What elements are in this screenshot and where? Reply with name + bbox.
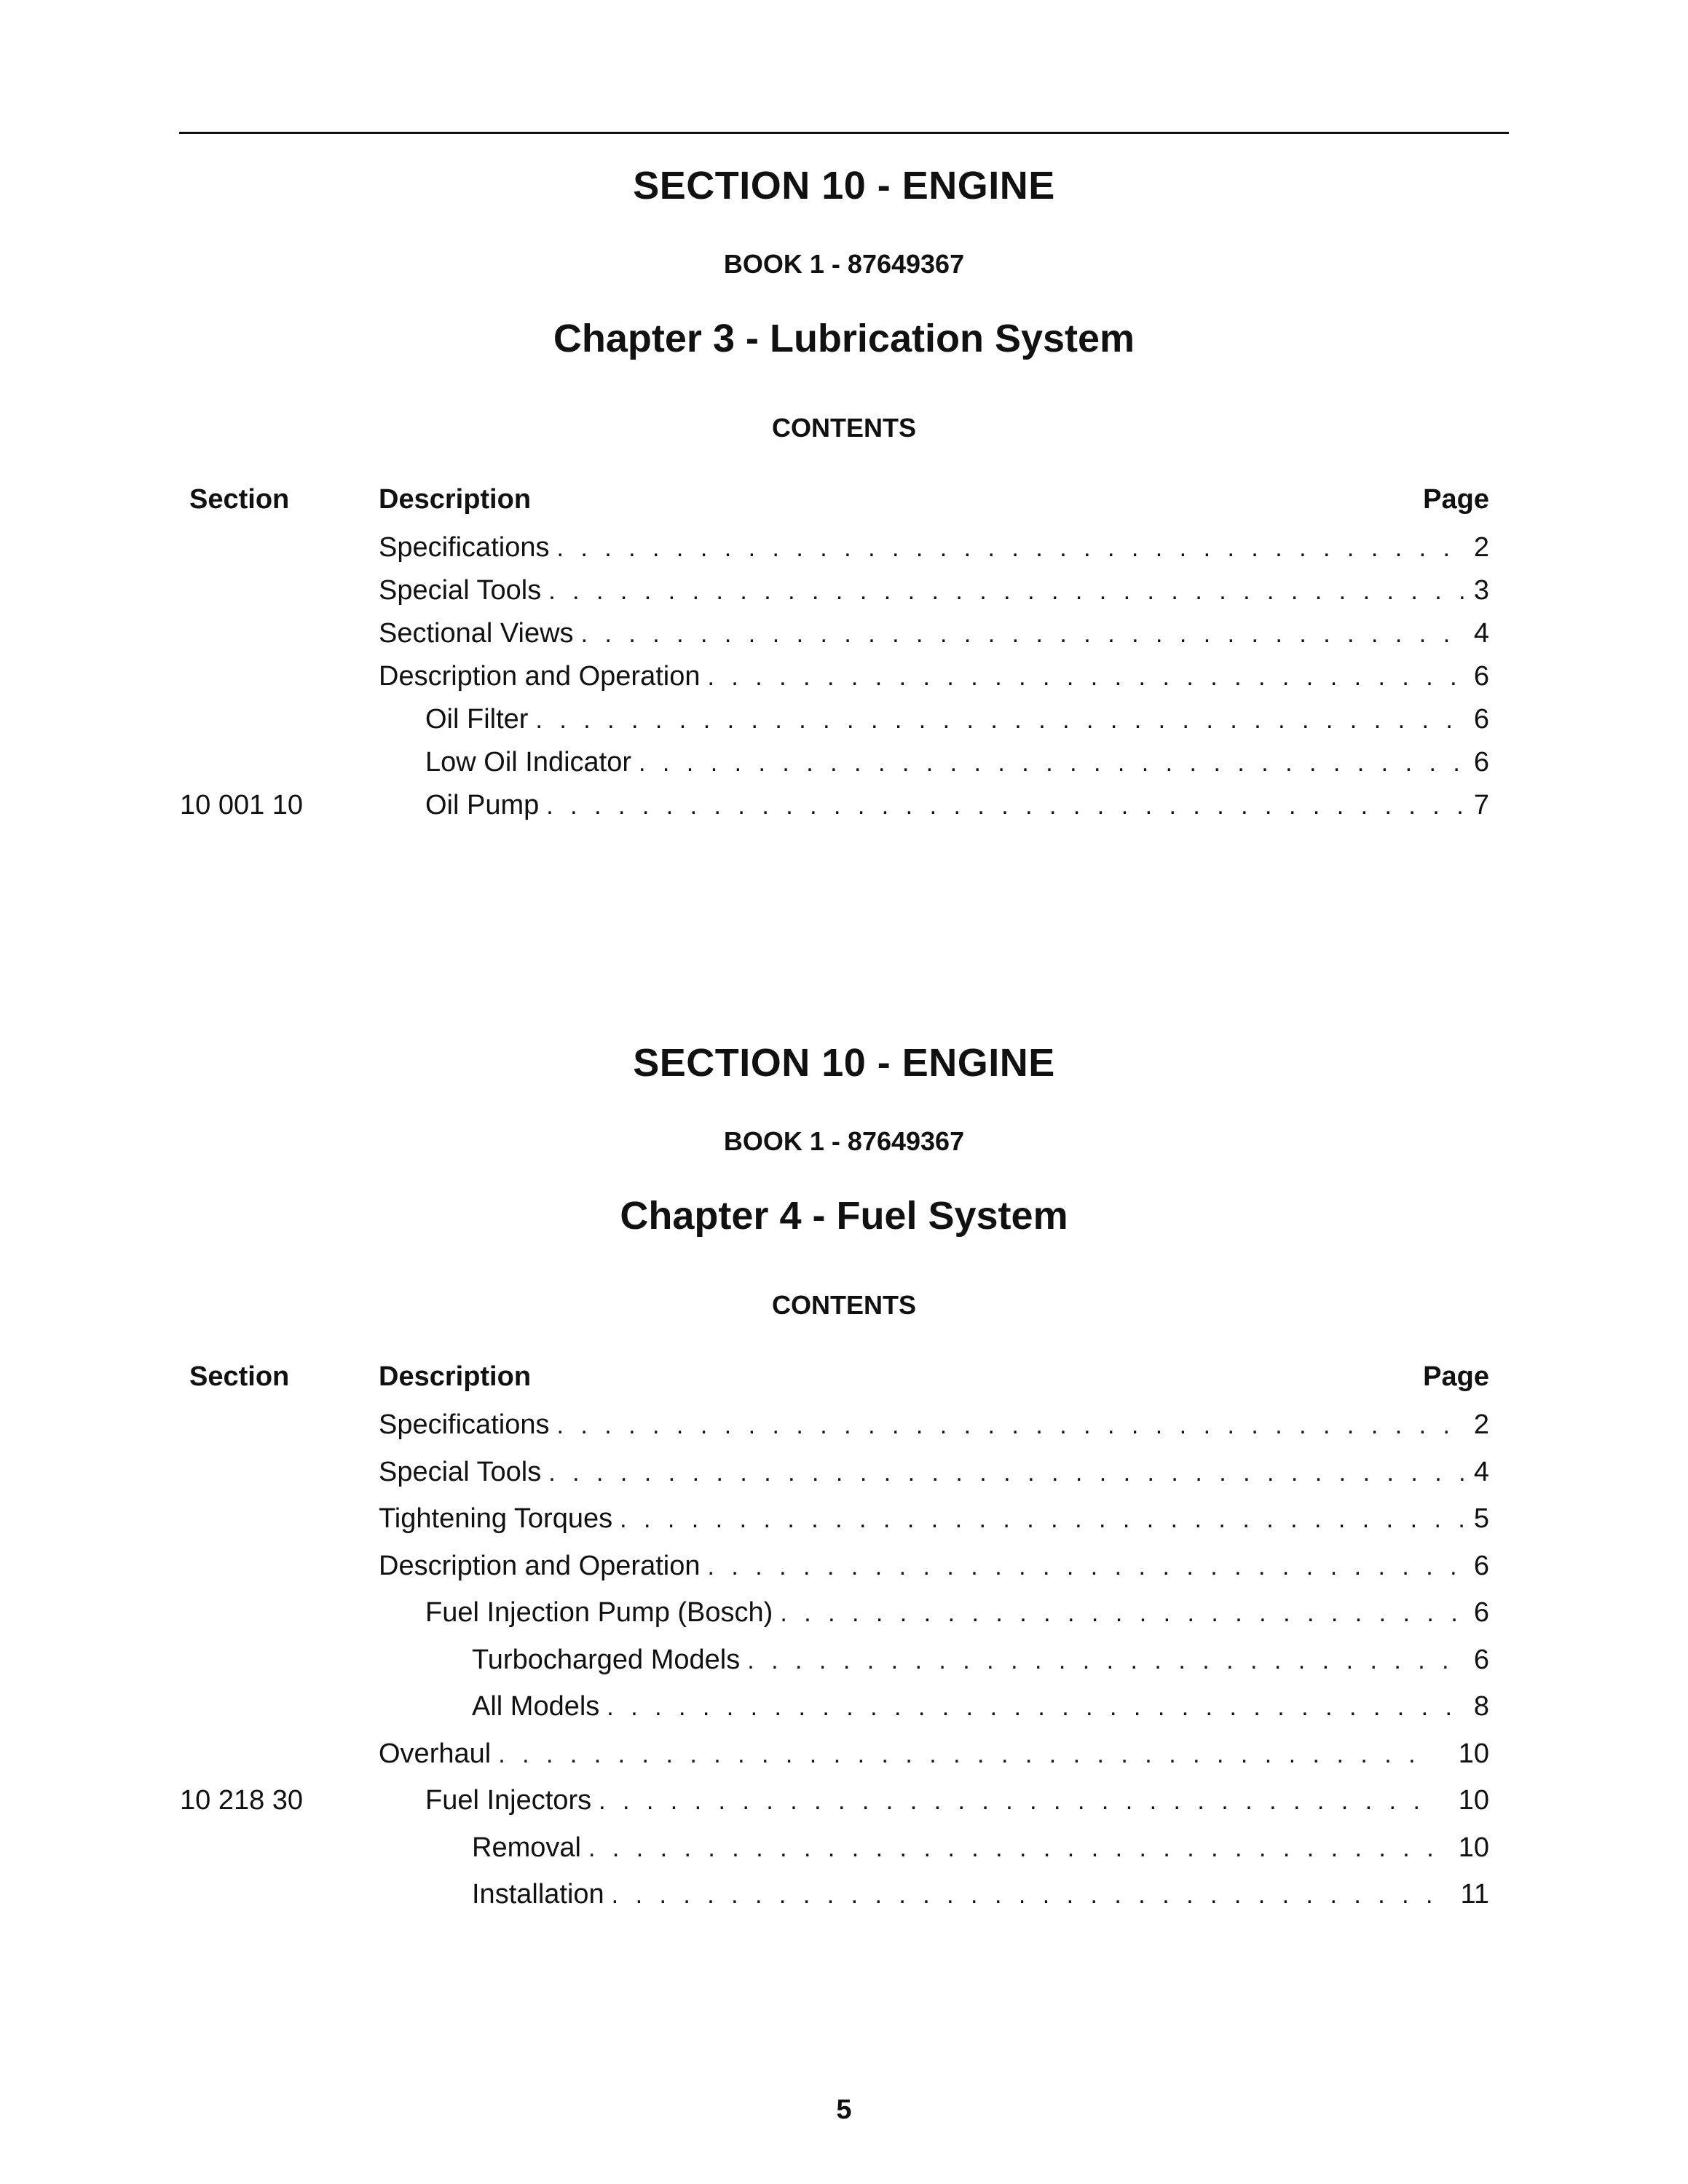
toc-row bbox=[0, 657, 1688, 700]
toc-entry-label: Tightening Torques bbox=[379, 1503, 613, 1534]
toc-entry-label: Oil Filter bbox=[425, 704, 529, 735]
toc-entry bbox=[379, 1406, 1489, 1444]
toc-row bbox=[0, 1500, 1688, 1547]
toc-list bbox=[0, 529, 1688, 829]
toc-page-number: 3 bbox=[1473, 575, 1489, 606]
toc-row bbox=[0, 1547, 1688, 1594]
dot-leader bbox=[498, 1736, 1432, 1773]
toc-page-number: 4 bbox=[1473, 618, 1489, 649]
top-rule bbox=[179, 132, 1509, 134]
dot-leader bbox=[548, 572, 1467, 610]
dot-leader bbox=[607, 1688, 1467, 1726]
dot-leader bbox=[747, 1642, 1467, 1679]
toc-row bbox=[0, 700, 1688, 743]
toc-section-code: 10 218 30 bbox=[180, 1785, 304, 1816]
toc-entry-label: All Models bbox=[472, 1691, 600, 1722]
toc-entry bbox=[472, 1688, 1489, 1726]
toc-page-number: 5 bbox=[1473, 1503, 1489, 1534]
toc-page-number: 7 bbox=[1473, 790, 1489, 820]
column-header-section: Section bbox=[189, 1361, 290, 1392]
dot-leader bbox=[581, 615, 1467, 653]
toc-page-number: 8 bbox=[1473, 1691, 1489, 1722]
dot-leader bbox=[780, 1594, 1467, 1632]
toc-page-number: 6 bbox=[1473, 1644, 1489, 1675]
dot-leader bbox=[546, 787, 1467, 825]
chapter-title: Chapter 3 - Lubrication System bbox=[553, 317, 1135, 360]
toc-entry-label: Specifications bbox=[379, 1409, 550, 1440]
dot-leader bbox=[535, 701, 1467, 739]
toc-entry bbox=[379, 1500, 1489, 1538]
toc-entry bbox=[425, 1781, 1489, 1820]
toc-page-number: 4 bbox=[1473, 1456, 1489, 1487]
toc-entry bbox=[379, 529, 1489, 567]
contents-heading: CONTENTS bbox=[772, 413, 916, 443]
toc-page-number: 2 bbox=[1473, 532, 1489, 563]
dot-leader bbox=[556, 1406, 1467, 1444]
toc-row bbox=[0, 1594, 1688, 1641]
column-header-page: Page bbox=[1423, 484, 1489, 515]
toc-entry-label: Fuel Injection Pump (Bosch) bbox=[425, 1597, 773, 1628]
toc-entry bbox=[379, 657, 1489, 696]
contents-heading: CONTENTS bbox=[772, 1290, 916, 1320]
toc-entry-label: Low Oil Indicator bbox=[425, 747, 632, 778]
section-title: SECTION 10 - ENGINE bbox=[633, 164, 1055, 207]
toc-row bbox=[0, 743, 1688, 786]
toc-page-number: 2 bbox=[1473, 1409, 1489, 1440]
toc-entry-label: Removal bbox=[472, 1832, 581, 1863]
toc-entry bbox=[472, 1829, 1489, 1867]
toc-entry bbox=[425, 786, 1489, 825]
toc-entry bbox=[379, 1547, 1489, 1586]
toc-page-number: 6 bbox=[1473, 747, 1489, 778]
toc-entry-label: Oil Pump bbox=[425, 790, 540, 820]
dot-leader bbox=[599, 1782, 1432, 1820]
toc-page-number: 10 bbox=[1458, 1738, 1489, 1769]
toc-row bbox=[0, 571, 1688, 614]
toc-entry-label: Special Tools bbox=[379, 1456, 542, 1487]
toc-entry bbox=[472, 1641, 1489, 1679]
toc-entry-label: Specifications bbox=[379, 532, 550, 563]
section-title: SECTION 10 - ENGINE bbox=[633, 1041, 1055, 1085]
toc-row bbox=[0, 1406, 1688, 1453]
toc-entry bbox=[472, 1875, 1489, 1914]
toc-entry bbox=[379, 1453, 1489, 1492]
column-header-description: Description bbox=[379, 484, 532, 515]
dot-leader bbox=[588, 1829, 1432, 1867]
dot-leader bbox=[548, 1454, 1467, 1492]
toc-list bbox=[0, 1406, 1688, 1923]
toc-entry bbox=[425, 743, 1489, 782]
toc-row bbox=[0, 614, 1688, 657]
column-header-description: Description bbox=[379, 1361, 532, 1392]
book-label: BOOK 1 - 87649367 bbox=[723, 249, 965, 279]
dot-leader bbox=[620, 1500, 1467, 1538]
toc-row bbox=[0, 786, 1688, 829]
chapter-title: Chapter 4 - Fuel System bbox=[620, 1194, 1068, 1238]
column-header-section: Section bbox=[189, 484, 290, 515]
toc-row bbox=[0, 1781, 1688, 1829]
dot-leader bbox=[556, 529, 1467, 567]
toc-entry-label: Special Tools bbox=[379, 575, 542, 606]
toc-entry bbox=[379, 571, 1489, 610]
toc-row bbox=[0, 529, 1688, 571]
book-label: BOOK 1 - 87649367 bbox=[723, 1126, 965, 1156]
toc-section-code: 10 001 10 bbox=[180, 790, 304, 820]
toc-entry-label: Sectional Views bbox=[379, 618, 574, 649]
toc-entry-label: Description and Operation bbox=[379, 1550, 701, 1581]
column-header-page: Page bbox=[1423, 1361, 1489, 1392]
toc-row bbox=[0, 1735, 1688, 1782]
dot-leader bbox=[707, 1548, 1467, 1586]
dot-leader bbox=[612, 1876, 1432, 1914]
toc-row bbox=[0, 1453, 1688, 1500]
toc-page-number: 6 bbox=[1473, 661, 1489, 692]
dot-leader bbox=[639, 744, 1467, 782]
toc-page-number: 11 bbox=[1460, 1879, 1489, 1910]
toc-row bbox=[0, 1641, 1688, 1688]
toc-entry-label: Installation bbox=[472, 1879, 604, 1910]
toc-row bbox=[0, 1875, 1688, 1923]
toc-entry-label: Overhaul bbox=[379, 1738, 492, 1769]
toc-entry bbox=[379, 1735, 1489, 1773]
toc-entry-label: Turbocharged Models bbox=[472, 1644, 741, 1675]
toc-page-number: 6 bbox=[1473, 1550, 1489, 1581]
page-number: 5 bbox=[836, 2094, 852, 2125]
toc-page-number: 6 bbox=[1473, 1597, 1489, 1628]
toc-row bbox=[0, 1829, 1688, 1876]
toc-page-number: 10 bbox=[1458, 1785, 1489, 1816]
toc-entry bbox=[379, 614, 1489, 653]
toc-entry bbox=[425, 1594, 1489, 1632]
toc-page-number: 6 bbox=[1473, 704, 1489, 735]
toc-page-number: 10 bbox=[1458, 1832, 1489, 1863]
toc-entry-label: Description and Operation bbox=[379, 661, 701, 692]
toc-entry-label: Fuel Injectors bbox=[425, 1785, 592, 1816]
toc-row bbox=[0, 1688, 1688, 1735]
dot-leader bbox=[707, 658, 1467, 696]
toc-entry bbox=[425, 700, 1489, 739]
